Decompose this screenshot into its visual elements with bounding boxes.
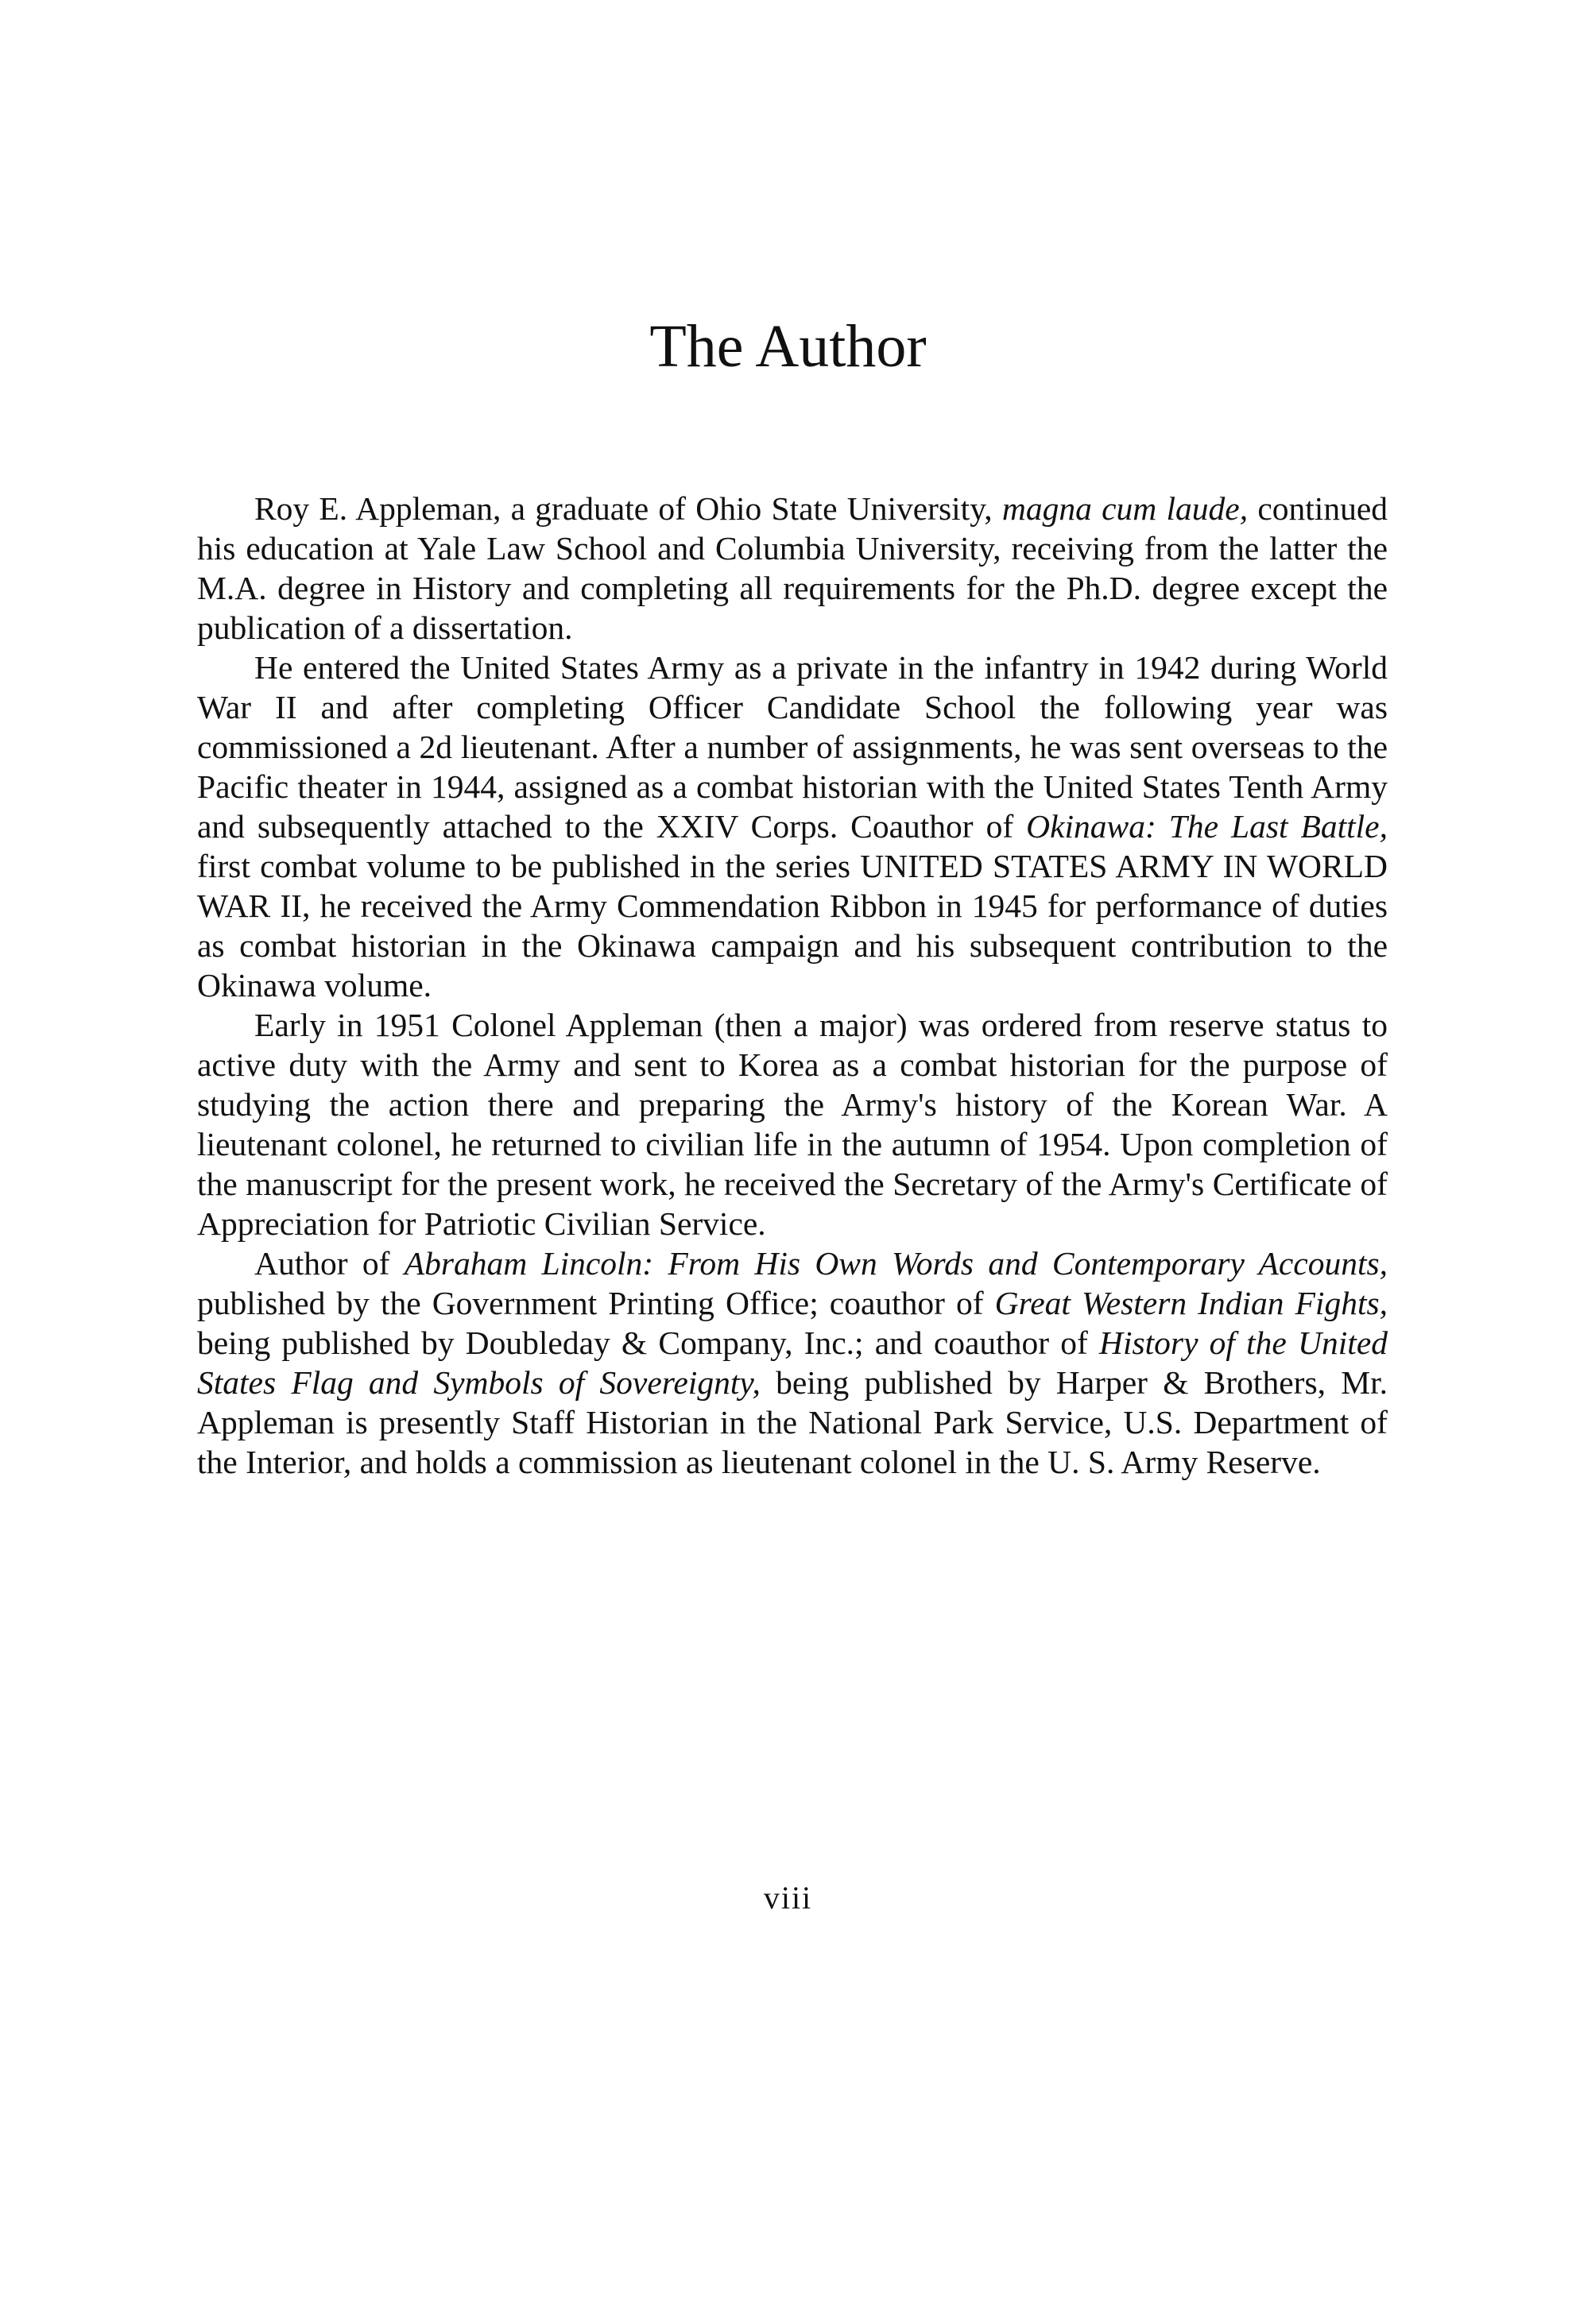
paragraph-text: first combat volume to be published in the series UNITED STATES ARMY IN WORLD WAR II, he received the Army Commendation Ribbon in 1945 for performance of duties as combat historian in the Okinawa campaign and his subsequent contribution to the Okinawa volume. bbox=[197, 848, 1388, 1003]
latin-honor-phrase: magna cum laude, bbox=[1001, 490, 1249, 527]
author-biography bbox=[197, 489, 1388, 1482]
paragraph-text: Author of bbox=[254, 1245, 405, 1282]
page-title: The Author bbox=[649, 313, 927, 380]
biography-paragraph-publications bbox=[197, 1243, 1388, 1482]
page-number: viii bbox=[763, 1880, 813, 1916]
paragraph-text: Roy E. Appleman, a graduate of Ohio State University, bbox=[254, 490, 1002, 527]
paragraph-text: Early in 1951 Colonel Appleman (then a major) was ordered from reserve status to active duty with the Army and sent to Korea as a combat historian for the purpose of studying the action there and preparing the Army's history of the Korean War. A lieutenant colonel, he returned to civilian life in the autumn of 1954. Upon completion of the manuscript for the present work, he received the Secretary of the Army's Certificate of Appreciation for Patriotic Civilian Service. bbox=[197, 1007, 1388, 1242]
biography-paragraph-army-service bbox=[197, 648, 1388, 1005]
book-title-okinawa: Okinawa: The Last Battle, bbox=[1026, 808, 1388, 845]
paragraph-text: being published by Doubleday & Company, Inc.; and coauthor of bbox=[197, 1324, 1099, 1361]
paragraph-text: He entered the United States Army as a private in the infantry in 1942 during World War II and after completing Officer Candidate School the following year was commissioned a 2d lieutenant. After a number of assignments, he was sent overseas to the Pacific theater in 1944, assigned as a combat historian with the United States Tenth Army and subsequently attached to the XXIV Corps. Coauthor of bbox=[197, 649, 1388, 845]
paragraph-text: published by the Government Printing Office; coauthor of bbox=[197, 1285, 995, 1321]
book-title-flag-history: History of the United States Flag and Symbols of Sovereignty, bbox=[197, 1324, 1388, 1401]
book-title-indian-fights: Great Western Indian Fights, bbox=[994, 1285, 1388, 1321]
paragraph-text: being published by Harper & Brothers, Mr. Appleman is presently Staff Historian in the National Park Service, U.S. Department of the Interior, and holds a commission as lieutenant colonel in the U. S. Army Reserve. bbox=[197, 1364, 1388, 1480]
paragraph-text: continued his education at Yale Law School and Columbia University, receiving from the latter the M.A. degree in History and completing all requirements for the Ph.D. degree except the publication of a dissertation. bbox=[197, 490, 1388, 646]
book-title-lincoln: Abraham Lincoln: From His Own Words and Contemporary Accounts, bbox=[404, 1245, 1388, 1282]
biography-paragraph-korea bbox=[197, 1005, 1388, 1243]
biography-paragraph-education bbox=[197, 489, 1388, 648]
